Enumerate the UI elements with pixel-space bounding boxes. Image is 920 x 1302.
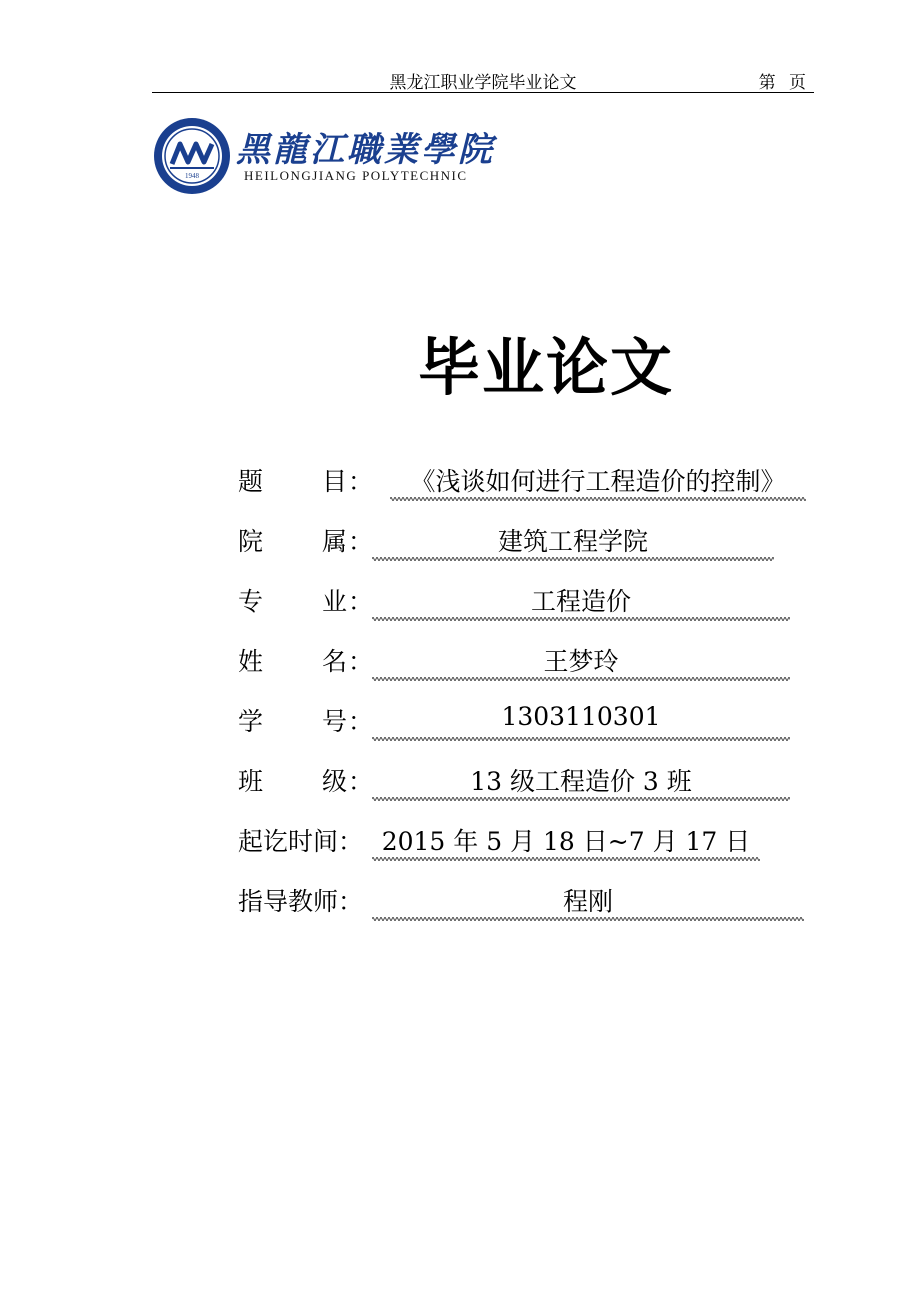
field-label-char-2: 业	[322, 587, 348, 616]
college-logo	[152, 116, 495, 196]
field-value: 13 级工程造价 3 班	[470, 767, 692, 796]
field-colon: ：	[338, 887, 364, 916]
info-row	[238, 582, 808, 622]
field-label-text: 起讫时间	[238, 827, 339, 856]
wavy-underline	[390, 496, 806, 502]
field-colon: ：	[348, 707, 374, 736]
field-value: 程刚	[562, 887, 613, 916]
field-value: 《浅谈如何进行工程造价的控制》	[410, 467, 786, 496]
field-colon: ：	[348, 647, 374, 676]
svg-text:1948: 1948	[185, 172, 199, 180]
wavy-underline	[372, 796, 790, 802]
field-colon: ：	[348, 587, 374, 616]
field-colon: ：	[348, 467, 374, 496]
field-label-char-1: 专	[238, 587, 264, 616]
header-title: 黑龙江职业学院毕业论文	[389, 73, 577, 93]
info-row	[238, 822, 808, 862]
wavy-underline	[372, 556, 774, 562]
field-value-area	[372, 522, 774, 558]
page-header	[152, 64, 814, 93]
info-row	[238, 882, 808, 922]
field-value-area	[372, 882, 804, 918]
wavy-underline	[372, 676, 790, 682]
field-label	[238, 582, 374, 618]
field-label-char-2: 级	[322, 767, 348, 796]
header-page-label: 第 页	[758, 73, 810, 93]
wavy-underline	[372, 856, 760, 862]
field-value-area	[390, 462, 806, 498]
college-name-en: HEILONGJIANG POLYTECHNIC	[244, 168, 468, 183]
thesis-title: 毕业论文	[418, 331, 675, 404]
info-row	[238, 642, 808, 682]
field-colon: ：	[338, 827, 364, 856]
field-label-char-2: 号	[322, 707, 348, 736]
field-label	[238, 702, 374, 738]
info-row	[238, 522, 808, 562]
field-value-area	[372, 582, 790, 618]
field-value-area	[372, 702, 790, 738]
field-value: 2015 年 5 月 18 日~7 月 17 日	[381, 827, 751, 856]
college-emblem-icon	[152, 116, 232, 196]
wavy-underline	[372, 736, 790, 742]
field-value: 1303110301	[501, 702, 661, 731]
field-label-char-1: 班	[238, 767, 264, 796]
field-value: 王梦玲	[543, 647, 619, 676]
field-label	[238, 462, 374, 498]
college-name-cn: 黑龍江職業學院	[236, 130, 495, 170]
field-colon: ：	[348, 527, 374, 556]
field-label	[238, 522, 374, 558]
field-label	[238, 762, 374, 798]
info-row	[238, 702, 808, 742]
field-value-area	[372, 762, 790, 798]
wavy-underline	[372, 616, 790, 622]
info-row	[238, 462, 808, 502]
field-label-char-1: 题	[238, 467, 264, 496]
field-value-area	[372, 822, 760, 858]
field-label	[238, 822, 363, 858]
field-value-area	[372, 642, 790, 678]
field-label-char-1: 学	[238, 707, 264, 736]
field-label-char-1: 姓	[238, 647, 264, 676]
field-label-char-2: 名	[322, 647, 348, 676]
field-value: 工程造价	[530, 587, 631, 616]
info-row	[238, 762, 808, 802]
field-value: 建筑工程学院	[497, 527, 648, 556]
field-label-char-2: 目	[322, 467, 348, 496]
field-colon: ：	[348, 767, 374, 796]
field-label	[238, 642, 374, 678]
field-label-text: 指导教师	[238, 887, 339, 916]
field-label	[238, 882, 363, 918]
wavy-underline	[372, 916, 804, 922]
field-label-char-2: 属	[322, 527, 348, 556]
field-label-char-1: 院	[238, 527, 264, 556]
